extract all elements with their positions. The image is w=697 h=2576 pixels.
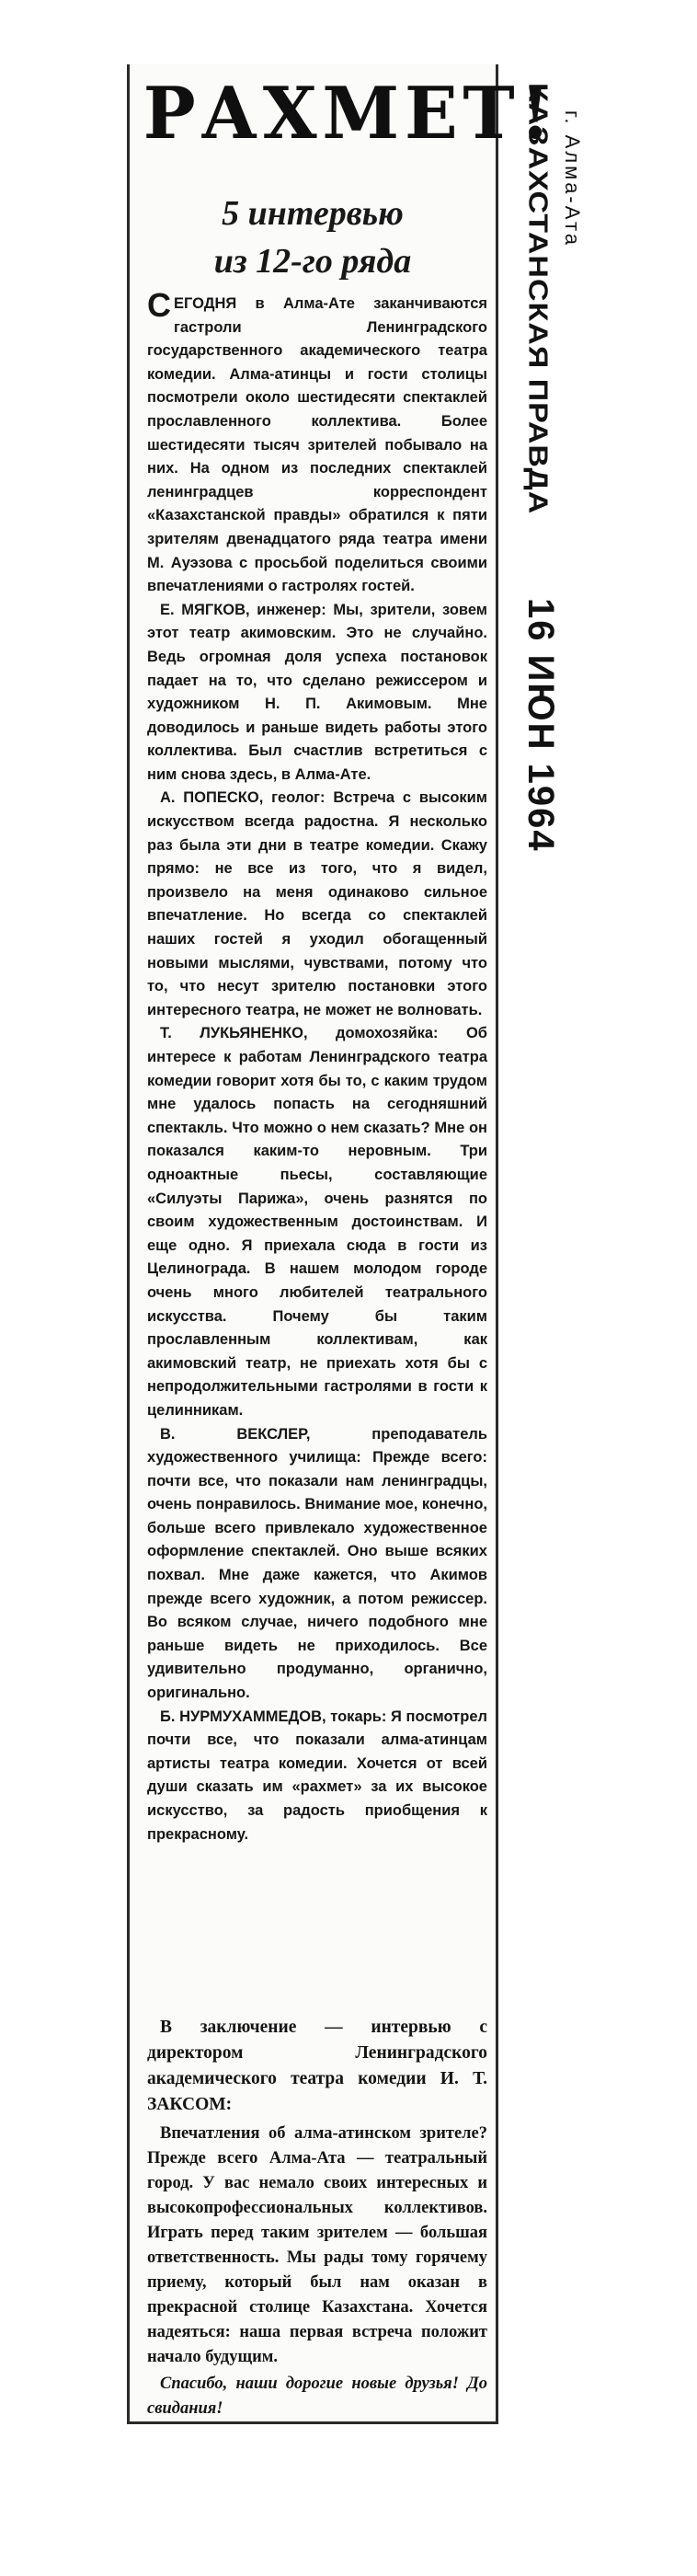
subtitle-line-1: 5 интервью [222,194,404,233]
closing-text: Впечатления об алма-атинском зрителе? Прежде всего Алма-Ата — театральный город. У вас немало своих интересных и высокопрофессиональных коллективов. Играть перед таким зрителем — большая ответственность. Мы рады тому горячему приему, который был нам оказан в прекрасной столице Казахстана. Хочется надеяться: наша первая встреча положит начало будущим. [147,2124,487,2366]
closing-section [147,2015,487,2421]
interview-veksler: В. ВЕКСЛЕР, преподаватель художественного училища: Прежде всего: почти все, что показали нам ленинградцы, очень понравилось. Внимание мое, конечно, больше всего привлекало художественное оформление спектаклей. Оно выше всяких похвал. Мне даже кажется, что Акимов прежде всего художник, а потом режиссер. Во всяком случае, ничего подобного мне раньше видеть не приходилось. Все удивительно продуманно, органично, оригинально. [147,1425,487,1702]
interview-nurmukhammedov: Б. НУРМУХАММЕДОВ, токарь: Я посмотрел почти все, что показали алма-атинцам артисты театра комедии. Хочется от всей души сказать им «рахмет» за их высокое искусство, за радость приобщения к прекрасному. [147,1708,487,1843]
article-intro-text: ЕГОДНЯ в Алма-Ате заканчиваются гастроли Ленинградского государственного академического театра комедии. Алма-атинцы и гости столицы посмотрели около шестидесяти спектаклей прославленного коллектива. Более шестидесяти тысяч зрителей побывало на них. На одном из последних спектаклей ленинградцев корреспондент «Казахстанской правды» обратился к пяти зрителям двенадцатого ряда театра имени М. Ауэзова с просьбой поделиться своими впечатлениями о гастролях гостей. [147,295,487,595]
interview-popesko: А. ПОПЕСКО, геолог: Встреча с высоким искусством всегда радостна. Я несколько раз была эти дни в театре комедии. Скажу прямо: не все из того, что я видел, произвело на меня одинаково сильное впечатление. Но всегда со спектаклей наших гостей я уходил обогащенный новыми мыслями, чувствами, потому что то, что несут зрителю постановки этого интересного театра, не может не волновать. [147,789,487,1018]
headline: РАХМЕТ! [143,72,556,155]
drop-cap: С [147,286,171,324]
interview-myagkov: Е. МЯГКОВ, инженер: Мы, зрители, зовем этот театр акимовским. Это не случайно. Ведь огромная доля успеха постановок падает на то, что сделано режиссером и художником Н. П. Акимовым. Мне доводилось и раньше видеть работы этого коллектива. Был счастлив встретиться с ним снова здесь, в Алма-Ате. [147,601,487,783]
date-stamp: 16 ИЮН 1964 [520,598,561,853]
closing-final: Спасибо, наши дорогие новые друзья! До свидания! [147,2375,487,2418]
newspaper-city: г. Алма-Ата [561,110,584,248]
masthead-stamp [520,64,584,2180]
article-intro [147,286,487,599]
subtitle-line-2: из 12-го ряда [213,242,412,281]
newspaper-name: КАЗАХСТАНСКАЯ ПРАВДА [522,83,554,515]
closing-intro: В заключение — интервью с директором Ленинградского академического театра комедии И. Т. ЗАКСОМ: [147,2018,487,2114]
interview-lukyanenko: Т. ЛУКЬЯНЕНКО, домохозяйка: Об интересе к работам Ленинградского театра комедии говорит хотя бы то, с каким трудом мне удалось попасть на сегодняшний спектакль. Что можно о нем сказать? Мне он показался каким-то неровным. Три одноактные пьесы, составляющие «Силуэты Парижа», очень разнятся по своим художественным достоинствам. И еще одно. Я приехала сюда в гости из Целинограда. В нашем молодом городе очень много любителей театрального искусства. Почему бы таким прославленным коллективам, как акимовский театр, не приехать хотя бы с непродолжительными гастролями в гости к целинникам. [147,1025,487,1419]
article-body [147,286,487,1846]
